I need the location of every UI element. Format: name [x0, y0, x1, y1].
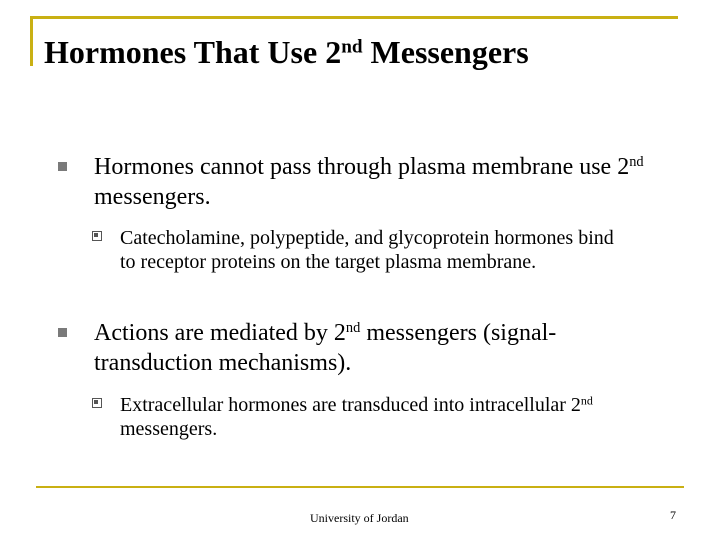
- square-bullet-icon: [58, 328, 67, 337]
- square-bullet-icon: [58, 162, 67, 171]
- footer-institution: University of Jordan: [310, 511, 409, 525]
- bullet-text-2: Actions are mediated by 2nd messengers (signal-transduction mechanisms).: [94, 320, 557, 376]
- sub-bullet-text-2: Extracellular hormones are transduced into intracellular 2nd messengers.: [120, 393, 593, 440]
- bullet-item-1: [58, 152, 658, 212]
- title-frame-top-rule: [30, 16, 678, 19]
- footer-rule: [36, 486, 684, 488]
- checkbox-bullet-icon: [92, 398, 102, 408]
- title-frame-left-rule: [30, 16, 33, 66]
- sub-bullet-item-2: [92, 393, 632, 441]
- page-number: 7: [670, 508, 676, 522]
- bullet-item-2: [58, 318, 658, 378]
- sub-bullet-item-1: [92, 226, 632, 274]
- slide-title: Hormones That Use 2nd Messengers: [44, 34, 529, 70]
- bullet-text-1: Hormones cannot pass through plasma membrane use 2nd messengers.: [94, 154, 644, 210]
- checkbox-bullet-icon: [92, 231, 102, 241]
- sub-bullet-text-1: Catecholamine, polypeptide, and glycoprotein hormones bind to receptor proteins on the target plasma membrane.: [120, 227, 614, 273]
